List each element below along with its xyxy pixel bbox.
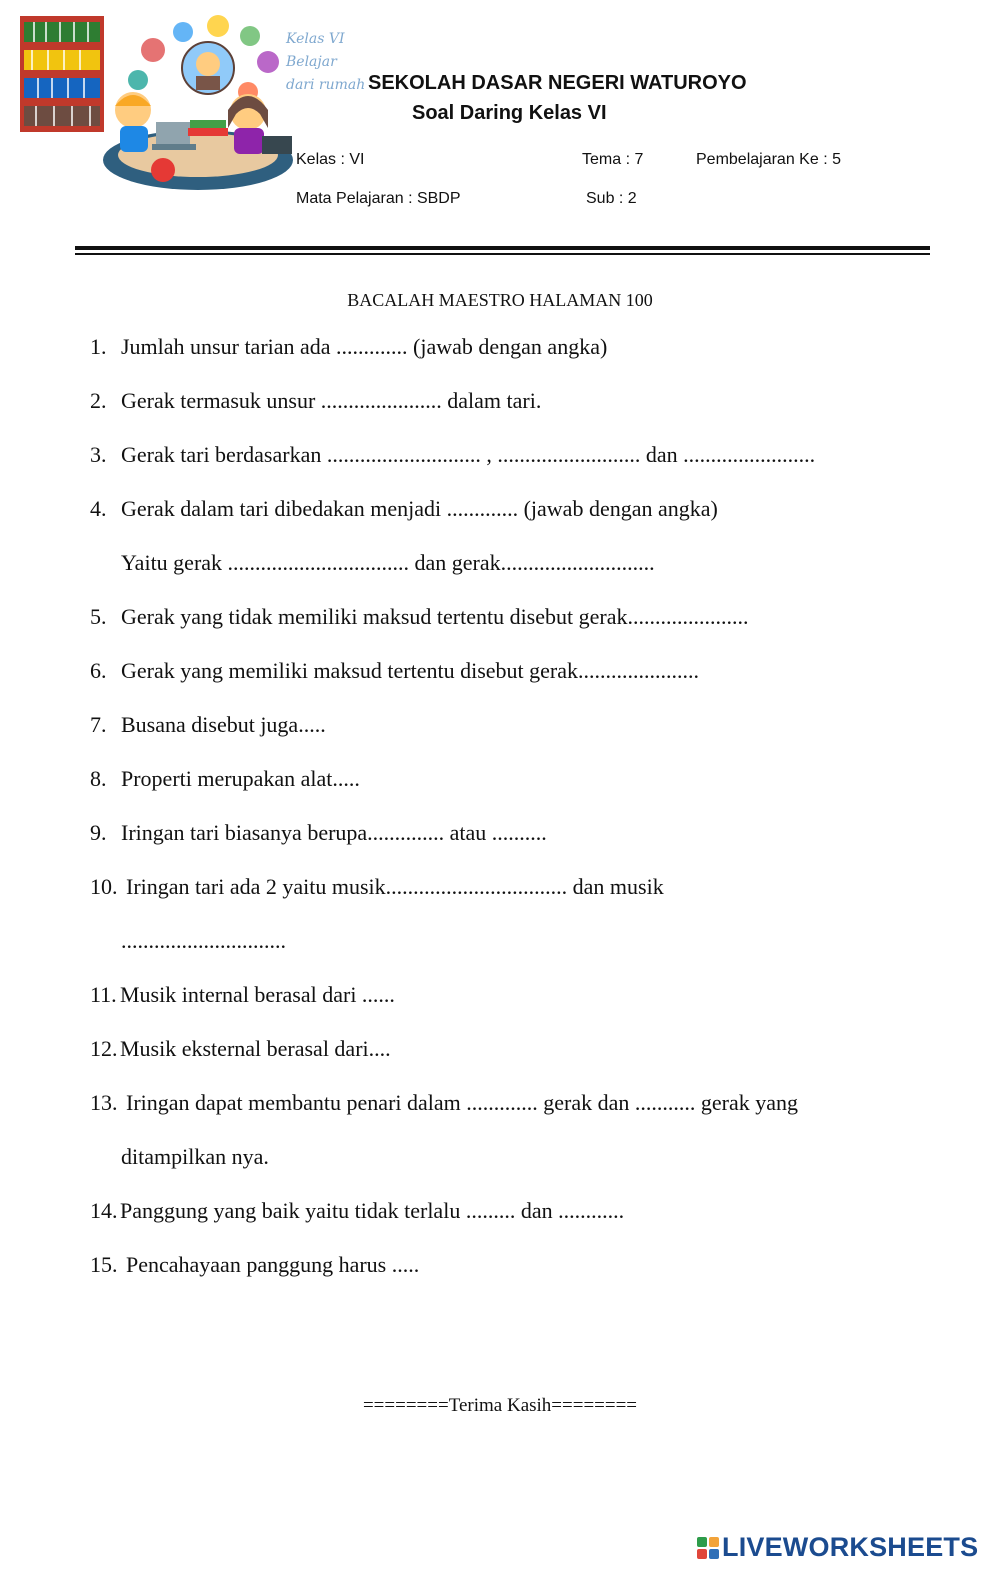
question-item	[90, 657, 699, 685]
question-item	[90, 333, 607, 361]
sub-label: Sub : 2	[586, 190, 637, 207]
question-number: 5.	[90, 604, 107, 629]
question-number: 12.	[90, 1036, 118, 1061]
question-item	[90, 711, 326, 739]
question-text: Gerak tari berdasarkan ............................ , .......................... dan ........................	[121, 442, 816, 467]
header-divider	[75, 246, 930, 250]
question-item	[90, 765, 360, 793]
question-number: 4.	[90, 496, 107, 521]
question-continuation	[121, 1143, 269, 1171]
question-number: 13.	[90, 1090, 118, 1115]
question-text: ditampilkan nya.	[121, 1144, 269, 1169]
question-number: 6.	[90, 658, 107, 683]
question-item	[90, 1035, 391, 1063]
question-text: Musik eksternal berasal dari....	[120, 1036, 391, 1061]
pembelajaran-label: Pembelajaran Ke : 5	[696, 151, 841, 168]
question-item	[90, 441, 815, 469]
school-name: SEKOLAH DASAR NEGERI WATUROYO	[368, 72, 747, 94]
question-item	[90, 1251, 419, 1279]
question-item	[90, 387, 541, 415]
school-logo-illustration	[18, 10, 366, 200]
mapel-label: Mata Pelajaran : SBDP	[296, 190, 461, 207]
question-text: Pencahayaan panggung harus .....	[126, 1252, 420, 1277]
question-text: Iringan tari biasanya berupa.............. atau ..........	[121, 820, 547, 845]
question-item	[90, 819, 547, 847]
question-item	[90, 981, 395, 1009]
question-number: 15.	[90, 1252, 118, 1277]
liveworksheets-logo-icon	[697, 1537, 719, 1559]
question-number: 8.	[90, 766, 107, 791]
question-text: Gerak yang tidak memiliki maksud tertentu disebut gerak......................	[121, 604, 749, 629]
question-continuation	[121, 549, 655, 577]
question-number: 3.	[90, 442, 107, 467]
question-text: Properti merupakan alat.....	[121, 766, 360, 791]
question-item	[90, 1089, 798, 1117]
kelas-label: Kelas : VI	[296, 151, 365, 168]
question-text: Gerak yang memiliki maksud tertentu disebut gerak......................	[121, 658, 699, 683]
question-text: ..............................	[121, 928, 286, 953]
header-divider-thin	[75, 253, 930, 255]
question-number: 14.	[90, 1198, 118, 1223]
question-text: Busana disebut juga.....	[121, 712, 326, 737]
question-text: Iringan tari ada 2 yaitu musik................................. dan musik	[126, 874, 664, 899]
logo-caption-line: Belajar	[286, 54, 337, 70]
tema-label: Tema : 7	[582, 151, 644, 168]
liveworksheets-brand[interactable]	[697, 1532, 978, 1563]
question-number: 11.	[90, 982, 117, 1007]
question-text: Jumlah unsur tarian ada ............. (jawab dengan angka)	[121, 334, 608, 359]
logo-caption-line: Kelas VI	[286, 31, 345, 47]
question-text: Musik internal berasal dari ......	[120, 982, 395, 1007]
question-number: 7.	[90, 712, 107, 737]
page-subtitle: Soal Daring Kelas VI	[412, 102, 607, 124]
question-number: 1.	[90, 334, 107, 359]
brand-text: LIVEWORKSHEETS	[722, 1532, 979, 1562]
question-continuation	[121, 927, 286, 955]
question-text: Gerak termasuk unsur ...................... dalam tari.	[121, 388, 542, 413]
question-text: Yaitu gerak ................................. dan gerak............................	[121, 550, 655, 575]
question-text: Gerak dalam tari dibedakan menjadi ............. (jawab dengan angka)	[121, 496, 718, 521]
question-number: 2.	[90, 388, 107, 413]
question-number: 9.	[90, 820, 107, 845]
logo-caption	[286, 28, 365, 97]
question-number: 10.	[90, 874, 118, 899]
closing-text: ========Terima Kasih========	[362, 1395, 638, 1416]
logo-caption-line: dari rumah	[286, 77, 366, 93]
question-item	[90, 873, 664, 901]
question-item	[90, 1197, 624, 1225]
question-item	[90, 495, 718, 523]
instruction-text: BACALAH MAESTRO HALAMAN 100	[347, 290, 653, 310]
question-text: Iringan dapat membantu penari dalam ............. gerak dan ........... gerak yang	[126, 1090, 798, 1115]
question-item	[90, 603, 748, 631]
question-text: Panggung yang baik yaitu tidak terlalu ......... dan ............	[120, 1198, 625, 1223]
